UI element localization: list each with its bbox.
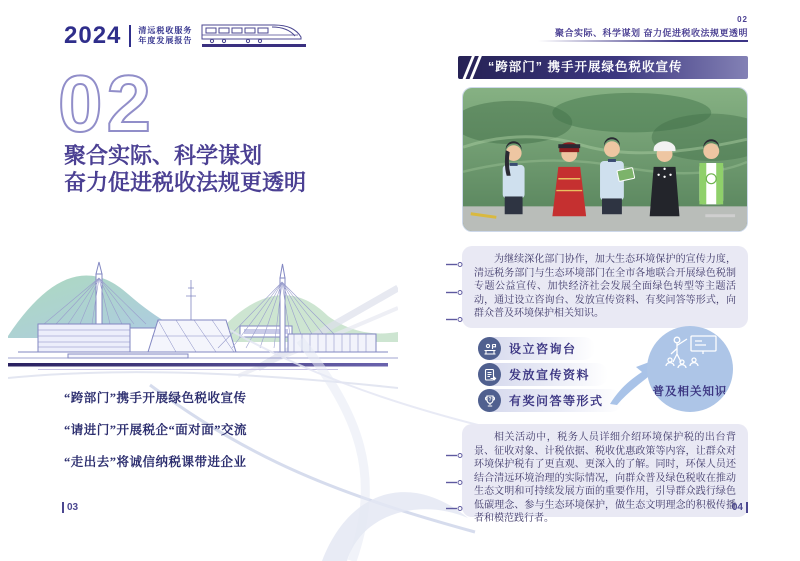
chapter-title-line1: 聚合实际、科学谋划 xyxy=(64,143,263,168)
green-tax-outreach-photo xyxy=(462,87,748,232)
page-number-text: 04 xyxy=(731,502,743,513)
running-header-title: 聚合实际、科学谋划 奋力促进税收法规更透明 xyxy=(554,28,748,38)
badge-label: 普及相关知识 xyxy=(652,386,728,398)
report-logo xyxy=(64,18,306,53)
page-number-bar xyxy=(746,502,748,513)
svg-text:?: ? xyxy=(487,396,492,403)
paragraph-text: 为继续深化部门协作，加大生态环境保护的宣传力度，清远税务部门与生态环境部门在全市各地联合开展绿色税制专题公益宣传、加快经济社会发展全面绿色转型等主题活动，通过设立咨询台、发放宣传资料、有奖问答等形式，向群众普及环境保护相关知识。 xyxy=(474,254,736,319)
highlight-list xyxy=(64,388,247,484)
paragraph-text: 相关活动中，税务人员详细介绍环境保护税的出台背景、征收对象、计税依据、税收优惠政策等内容，让群众对环境保护税有了更直观、更深入的了解。同时，环保人员还结合清远环境治理的实际情况，向群众普及绿色税收在推动生态文明和可持续发展方面的重要作用，引导群众践行绿色低碳理念、参与生态环境保护，做生态文明理念的积极传播者和模范践行者。 xyxy=(474,432,736,524)
section-banner xyxy=(458,56,748,79)
page-number-left xyxy=(62,502,78,513)
pin-marker-icon xyxy=(446,499,464,506)
highlight-item: “请进门”开展税企“面对面”交流 xyxy=(64,423,248,437)
body-paragraph-2 xyxy=(462,424,748,524)
skyline-illustration xyxy=(8,236,398,401)
leaflet-icon xyxy=(478,363,501,386)
pin-marker-icon xyxy=(446,310,464,317)
logo-subtitle xyxy=(138,26,192,46)
activity-item-leaflet xyxy=(478,363,608,386)
service-counter-icon xyxy=(478,337,501,360)
page-number-text: 03 xyxy=(67,502,79,513)
highlight-item: “走出去”将诚信纳税课带进企业 xyxy=(64,455,247,469)
section-banner-title: “跨部门” 携手开展绿色税收宣传 xyxy=(488,60,683,74)
pin-marker-icon xyxy=(446,255,464,262)
chapter-title xyxy=(64,142,306,196)
trophy-quiz-icon xyxy=(478,389,501,412)
header-rule xyxy=(538,40,748,42)
logo-year: 2024 xyxy=(64,21,122,49)
logo-subtitle-line2: 年度发展报告 xyxy=(138,35,193,45)
activity-label: 有奖问答等形式 xyxy=(509,394,604,408)
activity-label: 设立咨询台 xyxy=(509,342,577,356)
pin-marker-icon xyxy=(446,446,464,453)
pin-marker-icon xyxy=(446,283,464,290)
chapter-title-line2: 奋力促进税收法规更透明 xyxy=(64,170,307,195)
activity-item-quiz xyxy=(478,389,622,412)
activity-label: 发放宣传资料 xyxy=(509,368,591,382)
highlight-item: “跨部门”携手开展绿色税收宣传 xyxy=(64,391,247,405)
train-icon xyxy=(200,18,306,53)
chapter-number: 02 xyxy=(58,59,155,148)
running-header xyxy=(555,15,748,39)
body-paragraph-1 xyxy=(462,246,748,328)
knowledge-badge xyxy=(647,326,733,412)
page-number-right xyxy=(732,502,748,513)
logo-subtitle-line1: 清远税收服务 xyxy=(138,25,193,35)
pin-marker-icon xyxy=(446,473,464,480)
logo-divider xyxy=(129,25,131,47)
running-header-chapter: 02 xyxy=(737,15,748,24)
page-number-bar xyxy=(62,502,64,513)
activity-item-counter xyxy=(478,337,595,360)
presentation-icon xyxy=(661,335,719,371)
